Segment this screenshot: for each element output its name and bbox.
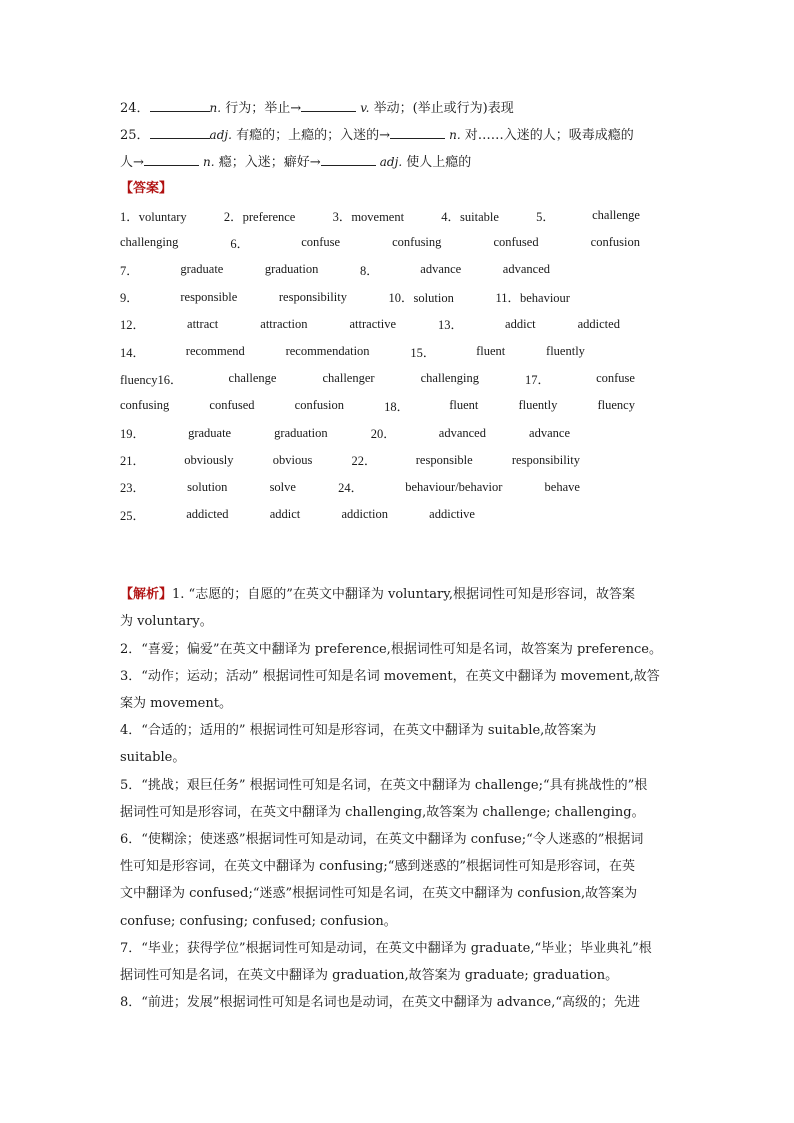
explanation-line: 3．“动作；运动；活动” 根据词性可知是名词 movement，在英文中翻译为 movement,故答 xyxy=(120,668,660,684)
answer-word: confused xyxy=(209,398,255,413)
answer-word: 14． xyxy=(120,345,146,360)
answer-word: 21． xyxy=(120,454,146,469)
answer-blank xyxy=(301,97,356,112)
answer-row xyxy=(120,338,585,365)
answer-word: confusing xyxy=(392,235,442,250)
answer-row xyxy=(120,447,580,474)
answer-word: responsibility xyxy=(511,452,580,467)
answer-word: responsible xyxy=(180,289,238,304)
question-25: 25． adj. 有瘾的；上瘾的；入迷的→ n. 对……入迷的人；吸毒成瘾的 xyxy=(120,122,680,149)
answer-word: 10．solution xyxy=(388,291,454,306)
answer-word: confusion xyxy=(294,398,344,413)
answer-word: advance xyxy=(529,425,570,440)
answer-word: addiction xyxy=(341,507,388,522)
answer-word: 17． xyxy=(525,372,551,387)
question-number: 24． xyxy=(120,101,150,116)
answer-word: 13． xyxy=(438,318,464,333)
explanation-line: 文中翻译为 confused;“迷惑”根据词性可知是名词，在英文中翻译为 confusion,故答案为 xyxy=(120,886,638,902)
answer-word: fluency xyxy=(597,398,635,413)
question-number: 25． xyxy=(120,128,150,143)
answer-word: challenging xyxy=(120,235,179,250)
answer-word: 23． xyxy=(120,481,146,496)
answer-blank xyxy=(321,151,376,166)
answer-word: addicted xyxy=(186,507,229,522)
answer-word: 11．behaviour xyxy=(495,291,570,306)
answer-word: fluently xyxy=(518,398,558,413)
explanation-line: 为 voluntary。 xyxy=(120,614,213,630)
answer-heading: 【答案】 xyxy=(120,181,173,196)
answer-word: confuse xyxy=(596,371,635,386)
answer-word: 22． xyxy=(351,454,377,469)
answer-word: recommendation xyxy=(285,344,370,359)
answer-word: 24． xyxy=(338,481,364,496)
answer-word: challenging xyxy=(420,371,479,386)
answer-word: advanced xyxy=(438,425,486,440)
answer-word: obvious xyxy=(272,452,313,467)
answer-word: addicted xyxy=(577,316,620,331)
answer-word: behave xyxy=(544,479,580,494)
explanation-section xyxy=(120,581,680,1016)
answer-word: fluent xyxy=(449,398,479,413)
answer-word: graduation xyxy=(274,425,328,440)
answer-row xyxy=(120,365,635,392)
explanation-line: 据词性可知是名词，在英文中翻译为 graduation,故答案为 graduate; graduation。 xyxy=(120,968,619,984)
answer-word: advanced xyxy=(502,262,550,277)
explanation-label: 【解析】 xyxy=(120,587,173,603)
answer-word: 2．preference xyxy=(223,209,296,224)
answer-word: 8． xyxy=(359,263,379,278)
document-page xyxy=(120,95,680,1017)
answer-word: graduate xyxy=(188,425,232,440)
answer-word: graduation xyxy=(264,262,319,277)
answer-word: behaviour/behavior xyxy=(405,479,503,494)
answer-word: graduate xyxy=(180,262,224,277)
answer-word: confusing xyxy=(120,398,170,413)
explanation-line: 4．“合适的；适用的” 根据词性可知是形容词，在英文中翻译为 suitable,故答案为 xyxy=(120,723,597,739)
answer-word: 19． xyxy=(120,427,146,442)
answer-word: confusion xyxy=(590,235,640,250)
answer-word: fluently xyxy=(546,344,585,359)
answer-blank xyxy=(390,124,445,139)
answer-word: challenge xyxy=(228,371,277,386)
answer-row xyxy=(120,420,570,447)
answer-word: 3．movement xyxy=(332,209,405,224)
answer-word: 7． xyxy=(120,263,139,278)
question-24: 24． n. 行为；举止→ v. 举动；(举止或行为)表现 xyxy=(120,95,680,122)
answer-word: attractive xyxy=(349,316,396,331)
explanation-line: 据词性可知是形容词，在英文中翻译为 challenging,故答案为 challenge; challenging。 xyxy=(120,804,645,820)
explanation-line: 性可知是形容词，在英文中翻译为 confusing;“感到迷惑的”根据词性可知是形容词，在英 xyxy=(120,859,635,875)
question-25-continued: 人→ n. 瘾；入迷；癖好→ adj. 使人上瘾的 xyxy=(120,149,680,176)
answer-word: advance xyxy=(420,262,462,277)
explanation-line: 6．“使糊涂；使迷惑”根据词性可知是动词，在英文中翻译为 confuse;“令人迷惑的”根据词 xyxy=(120,832,644,848)
answer-word: addict xyxy=(505,316,536,331)
explanation-line: 2．“喜爱；偏爱”在英文中翻译为 preference,根据词性可知是名词，故答案为 preference。 xyxy=(120,641,662,657)
answer-word: recommend xyxy=(185,344,245,359)
answer-word: fluency16． xyxy=(120,372,183,387)
answer-row xyxy=(120,202,640,229)
answer-word: 9． xyxy=(120,291,139,306)
explanation-line: 8．“前进；发展”根据词性可知是名词也是动词，在英文中翻译为 advance,“高级的；先进 xyxy=(120,995,640,1011)
answer-word: 18． xyxy=(384,399,410,414)
answer-row xyxy=(120,311,620,338)
explanation-line: confuse; confusing; confused; confusion。 xyxy=(120,913,397,929)
answer-row xyxy=(120,474,580,501)
answer-word: fluent xyxy=(476,344,506,359)
answer-word: obviously xyxy=(184,452,234,467)
answer-word: responsibility xyxy=(278,289,347,304)
answer-word: solve xyxy=(269,479,296,494)
answer-blank xyxy=(150,124,210,139)
answer-word: solution xyxy=(187,479,228,494)
explanation-line: 5．“挑战；艰巨任务” 根据词性可知是名词，在英文中翻译为 challenge;“具有挑战性的”根 xyxy=(120,777,648,793)
explanation-line: 7．“毕业；获得学位”根据词性可知是动词，在英文中翻译为 graduate,“毕业；毕业典礼”根 xyxy=(120,940,652,956)
answer-word: 6． xyxy=(230,236,250,251)
answer-word: responsible xyxy=(415,452,473,467)
answer-blank xyxy=(144,151,199,166)
answer-word: confused xyxy=(493,235,539,250)
answer-row xyxy=(120,392,635,419)
answer-blank xyxy=(150,97,210,112)
explanation-line: 案为 movement。 xyxy=(120,696,232,712)
answer-word: 5． xyxy=(536,209,555,224)
answer-word: challenger xyxy=(322,371,375,386)
explanation-line: suitable。 xyxy=(120,750,186,766)
answer-row xyxy=(120,256,550,283)
answer-row xyxy=(120,501,475,528)
answer-word: 20． xyxy=(370,427,396,442)
answer-word: attract xyxy=(187,316,219,331)
answer-word: 15． xyxy=(410,345,436,360)
answer-word: 1．voluntary xyxy=(120,209,187,224)
answer-word: 25． xyxy=(120,508,146,523)
answer-word: 12． xyxy=(120,318,146,333)
answer-row xyxy=(120,229,640,256)
answer-word: addictive xyxy=(429,507,475,522)
answer-word: addict xyxy=(269,507,301,522)
answer-word: 4．suitable xyxy=(441,209,499,224)
answer-row xyxy=(120,284,570,311)
answer-word: attraction xyxy=(260,316,308,331)
answer-list xyxy=(120,202,680,528)
answer-word: challenge xyxy=(592,208,640,223)
explanation-line: 【解析】1. “志愿的；自愿的”在英文中翻译为 voluntary,根据词性可知是形容词，故答案 xyxy=(120,587,635,603)
answer-word: confuse xyxy=(301,235,341,250)
